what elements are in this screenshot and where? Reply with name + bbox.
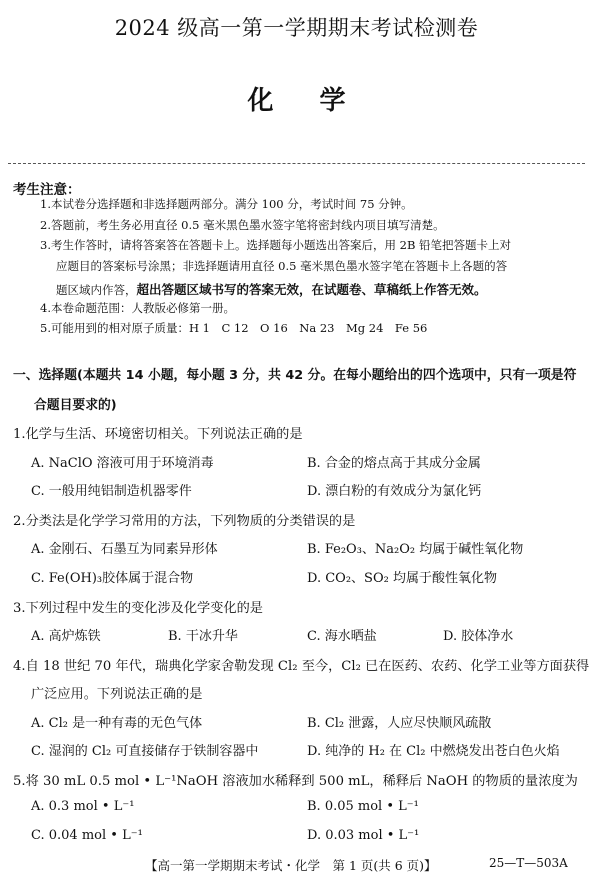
notice-item-3-tail: 题区域内作答，: [56, 283, 137, 297]
notice-emphasis: 超出答题区域书写的答案无效，在试题卷、草稿纸上作答无效。: [136, 282, 487, 297]
question-1-option-d: D. 漂白粉的有效成分为氯化钙: [307, 484, 482, 499]
subject-title: [0, 80, 593, 117]
subject-char-1: 化: [247, 86, 274, 116]
notice-title: 考生注意：: [13, 182, 81, 198]
question-5-option-a: A. 0.3 mol • L⁻¹: [31, 799, 135, 814]
question-4-option-b: B. Cl₂ 泄露，人应尽快顺风疏散: [307, 716, 492, 731]
question-1-option-b: B. 合金的熔点高于其成分金属: [307, 456, 481, 471]
question-2-stem: 2.分类法是化学学习常用的方法，下列物质的分类错误的是: [13, 514, 356, 529]
question-2-option-b: B. Fe₂O₃、Na₂O₂ 均属于碱性氧化物: [307, 542, 524, 557]
section-heading-cont: 合题目要求的): [34, 398, 117, 413]
question-3-stem: 3.下列过程中发生的变化涉及化学变化的是: [13, 601, 263, 616]
question-3-option-c: C. 海水晒盐: [307, 629, 377, 644]
question-1-option-c: C. 一般用纯铝制造机器零件: [31, 484, 192, 499]
exam-title: 2024 级高一第一学期期末考试检测卷: [114, 16, 479, 40]
notice-item-3-last: [56, 279, 487, 298]
question-3-option-b: B. 干冰升华: [168, 629, 238, 644]
question-5-option-d: D. 0.03 mol • L⁻¹: [307, 828, 420, 843]
question-2-option-a: A. 金刚石、石墨互为同素异形体: [31, 542, 218, 557]
divider-line: [8, 163, 585, 164]
question-2-option-d: D. CO₂、SO₂ 均属于酸性氧化物: [307, 571, 497, 586]
question-4-stem: 4.自 18 世纪 70 年代，瑞典化学家舍勒发现 Cl₂ 至今，Cl₂ 已在医药、农药、化学工业等方面获得: [13, 659, 590, 674]
question-3-option-a: A. 高炉炼铁: [31, 629, 101, 644]
question-3-option-d: D. 胶体净水: [443, 629, 514, 644]
question-4-stem-cont: 广泛应用。下列说法正确的是: [31, 687, 203, 702]
notice-item-3-cont: 应题目的答案标号涂黑；非选择题请用直径 0.5 毫米黑色墨水签字笔在答题卡上各题的答: [56, 259, 508, 273]
question-2-option-c: C. Fe(OH)₃胶体属于混合物: [31, 571, 194, 586]
paper-code: 25—T—503A: [489, 856, 568, 870]
notice-item-2: 2.答题前，考生务必用直径 0.5 毫米黑色墨水签字笔将密封线内项目填写清楚。: [40, 218, 445, 232]
page-footer: 【高一第一学期期末考试・化学 第 1 页(共 6 页)】: [145, 858, 437, 873]
notice-item-5: 5.可能用到的相对原子质量：H 1 C 12 O 16 Na 23 Mg 24 Fe 56: [40, 321, 428, 335]
question-1-stem: 1.化学与生活、环境密切相关。下列说法正确的是: [13, 427, 303, 442]
notice-item-3: 3.考生作答时，请将答案答在答题卡上。选择题每小题选出答案后，用 2B 铅笔把答题卡上对: [40, 238, 512, 252]
question-5-option-b: B. 0.05 mol • L⁻¹: [307, 799, 419, 814]
question-5-stem: 5.将 30 mL 0.5 mol • L⁻¹NaOH 溶液加水稀释到 500 mL，稀释后 NaOH 的物质的量浓度为: [13, 774, 578, 789]
notice-item-1: 1.本试卷分选择题和非选择题两部分。满分 100 分，考试时间 75 分钟。: [40, 197, 413, 211]
subject-char-2: 学: [319, 86, 346, 116]
question-1-option-a: A. NaClO 溶液可用于环境消毒: [31, 456, 214, 471]
question-4-option-c: C. 湿润的 Cl₂ 可直接储存于铁制容器中: [31, 744, 259, 759]
notice-item-4: 4.本卷命题范围：人教版必修第一册。: [40, 301, 235, 315]
question-4-option-a: A. Cl₂ 是一种有毒的无色气体: [31, 716, 203, 731]
question-5-option-c: C. 0.04 mol • L⁻¹: [31, 828, 143, 843]
question-4-option-d: D. 纯净的 H₂ 在 Cl₂ 中燃烧发出苍白色火焰: [307, 744, 560, 759]
section-heading: 一、选择题(本题共 14 小题，每小题 3 分，共 42 分。在每小题给出的四个选项中，只有一项是符: [13, 368, 577, 383]
